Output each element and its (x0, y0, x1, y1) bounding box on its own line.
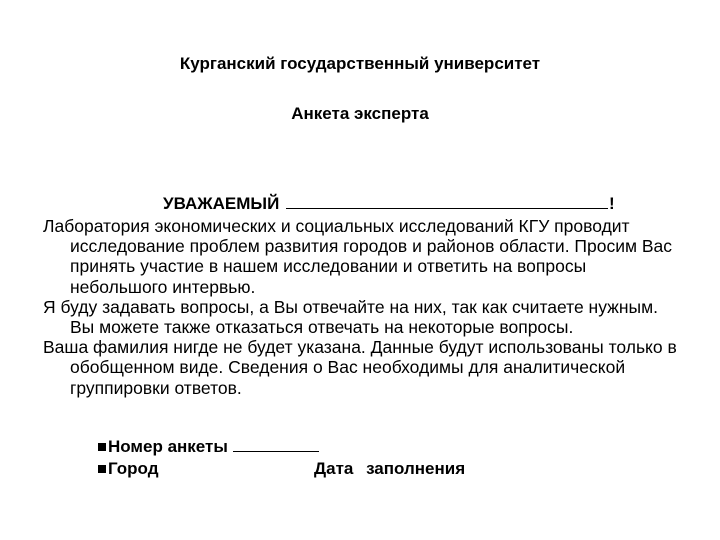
square-bullet-icon (98, 465, 106, 473)
form-number-row (98, 436, 319, 458)
intro-paragraph: Я буду задавать вопросы, а Вы отвечайте на них, так как считаете нужным. Вы можете также отказаться отвечать на некоторые вопросы. (43, 296, 659, 338)
date-label: Дата заполнения (314, 459, 466, 478)
square-bullet-icon (98, 443, 106, 451)
form-number-blank[interactable] (233, 438, 319, 452)
city-label: Город (108, 459, 159, 478)
greeting-line (163, 194, 615, 214)
exclamation-mark: ! (609, 194, 615, 213)
intro-paragraph: Лаборатория экономических и социальных исследований КГУ проводит исследование проблем развития городов и районов области. Просим Вас принять участие в нашем исследовании и ответить на вопросы небольшого интервью. (43, 216, 673, 297)
name-blank[interactable] (286, 194, 608, 209)
intro-text (43, 216, 683, 398)
questionnaire-title: Анкета эксперта (291, 104, 429, 123)
salutation: УВАЖАЕМЫЙ (163, 194, 280, 213)
university-name: Курганский государственный университет (179, 54, 541, 73)
form-fields (98, 436, 466, 480)
form-number-label: Номер анкеты (108, 437, 228, 456)
intro-paragraph: Ваша фамилия нигде не будет указана. Данные будут использованы только в обобщенном виде. Сведения о Вас необходимы для аналитической группировки ответов. (43, 337, 677, 398)
city-row (98, 458, 466, 480)
